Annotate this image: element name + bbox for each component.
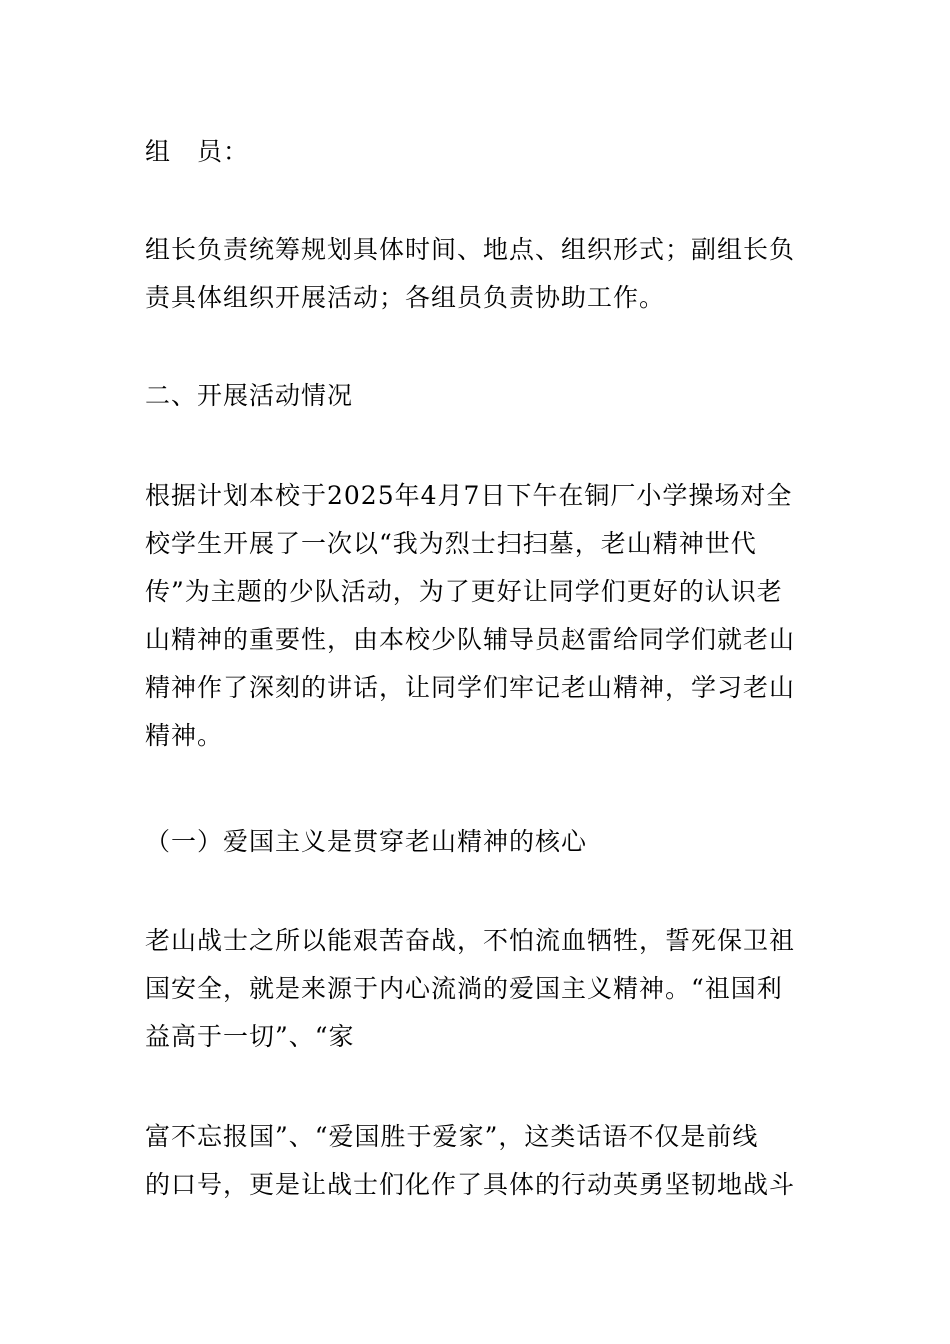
text-line: 精神。 xyxy=(145,721,224,750)
text-line: （一）爱国主义是贯穿老山精神的核心 xyxy=(145,827,588,856)
text-line: 老山战士之所以能艰苦奋战，不怕流血牺牲，誓死保卫祖 xyxy=(145,926,796,955)
text-line: 益高于一切”、“家 xyxy=(145,1022,355,1051)
text-line: 富不忘报国”、“爱国胜于爱家”，这类话语不仅是前线 xyxy=(145,1122,759,1151)
text-line: 精神作了深刻的讲话，让同学们牢记老山精神，学习老山 xyxy=(145,673,796,702)
responsibility-paragraph xyxy=(145,226,810,322)
activity-paragraph xyxy=(145,472,810,760)
members-heading xyxy=(145,128,810,176)
text-line: 校学生开展了一次以“我为烈士扫扫墓，老山精神世代 xyxy=(145,529,757,558)
patriotism-paragraph-continued xyxy=(145,1113,810,1209)
text-line: 的口号，更是让战士们化作了具体的行动英勇坚韧地战斗 xyxy=(145,1170,796,1199)
text-line: 山精神的重要性，由本校少队辅导员赵雷给同学们就老山 xyxy=(145,625,796,654)
text-line: 传”为主题的少队活动，为了更好让同学们更好的认识老 xyxy=(145,577,783,606)
text-line: 组长负责统筹规划具体时间、地点、组织形式；副组长负 xyxy=(145,235,796,264)
subsection-heading-patriotism xyxy=(145,818,810,866)
text-line: 根据计划本校于2025年4月7日下午在铜厂小学操场对全 xyxy=(145,481,793,510)
text-line: 组 员： xyxy=(145,137,250,166)
section-heading-activities xyxy=(145,372,810,420)
text-line: 二、开展活动情况 xyxy=(145,381,354,410)
text-line: 责具体组织开展活动；各组员负责协助工作。 xyxy=(145,283,666,312)
text-line: 国安全，就是来源于内心流淌的爱国主义精神。“祖国利 xyxy=(145,974,783,1003)
patriotism-paragraph xyxy=(145,917,810,1061)
